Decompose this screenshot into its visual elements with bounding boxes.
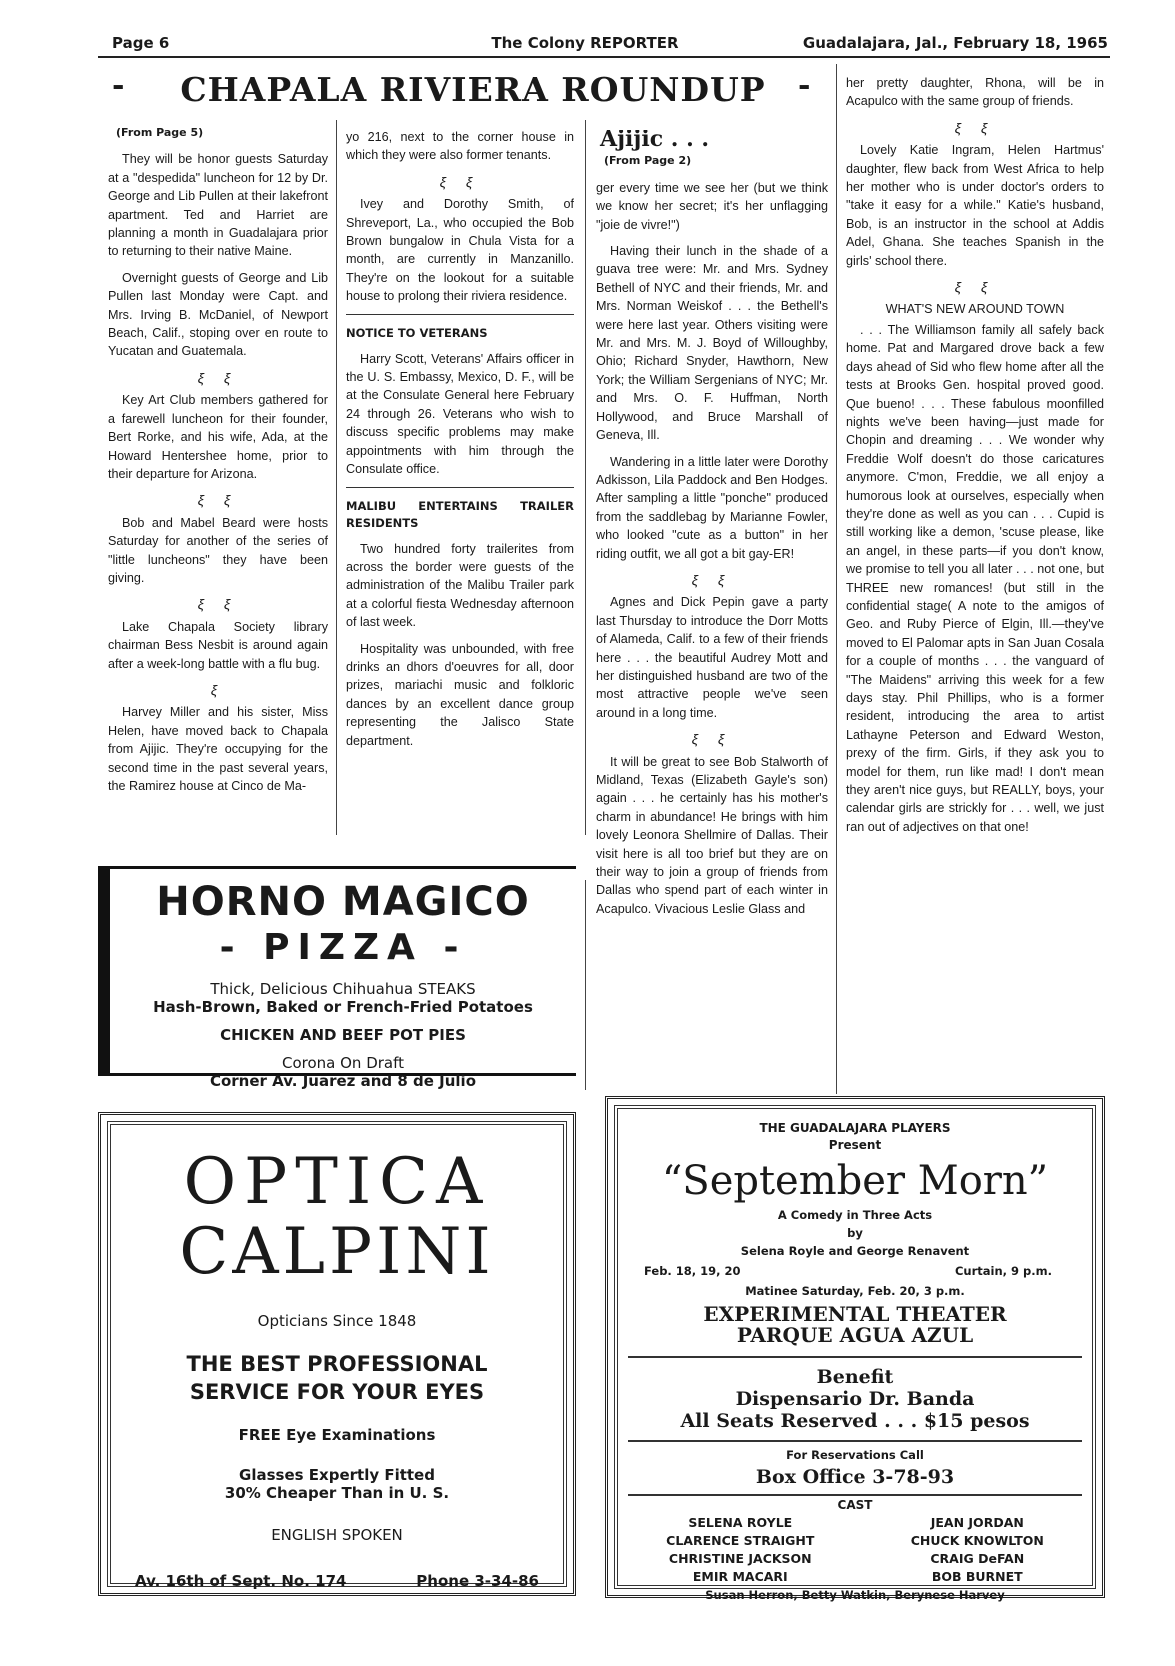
page-number: Page 6 [112,34,170,52]
ad-optica-footer [111,1572,563,1590]
cast-member: CHUCK KNOWLTON [910,1533,1044,1548]
article-paragraph: It will be great to see Bob Stalworth of Midland, Texas (Elizabeth Gayle's son) again . . . he certainly has his mother's charm in abundance! He brings with him lovely Leonora Shellmire of Dallas. Their visit here is all too brief but they are on their way to join a group of friends from Dallas who spend part of each winter in Acapulco. Vivacious Leslie Glass and [596,754,828,916]
cast-member: CLARENCE STRAIGHT [666,1533,815,1548]
section-title: CHAPALA RIVIERA ROUNDUP [180,70,766,109]
article-paragraph: . . . The Williamson family all safely back home. Pat and Margared drove back a few days ahead of Sid who flew home after all the tests at Brooks Gen. hospital proved good. Que bueno! . . . These fabulous moonfilled nights we've been having—just made for Chopin and dreaming . . . We wonder why Freddie Wolf doesn't do those caricatures anymore. C'mon, Freddie, we all enjoy a humorous look at ourselves, especially when they're done as well as you can . . . Cupid is still working like a demon, 'scuse please, like an angel, in these parts—if you don't know, we promise to tell you all later . . . not one, but THREE new romances! (but still in the confidential stage( A note to the amigos of Geo. and Ruby Pierce of Elgin, Ill.—they've moved to El Palomar apts in San Juan Cosala for a couple of months . . . the vanguard of "The Maidens" arriving this week for a few days stay. Phil Phillips, who is a former resident, introducing the area to artist Lathayne Peterson and Edward Weston, prexy of the firm. Girls, if they ask you to model for them, run like mad! I don't mean they aren't nice guys, but REALLY, boys, your calendar girls are strickly for . . . well, we just ran out of adjectives on that one! [846,322,1104,834]
article-paragraph: Harry Scott, Veterans' Affairs officer in the U. S. Embassy, Mexico, D. F., will be at the Consulate General here February 24 through 26. Veterans who wish to discuss specific problems may make appointments with him through the Consulate office. [346,351,574,477]
article-paragraph: Ivey and Dorothy Smith, of Shreveport, La., who occupied the Bob Brown bungalow in Chula Vista for a month, are currently in Manzanillo. They're on the lookout for a suitable house to prolong their riviera residence. [346,197,574,304]
title-dash-right: - [798,68,811,103]
separator-ornament: ξ ξ [197,492,239,509]
column-2 [346,128,574,848]
ad-sept-seats: All Seats Reserved . . . $15 pesos [680,1410,1030,1432]
ad-optica-headline: THE BEST PROFESSIONAL [186,1351,488,1376]
separator-ornament: ξ ξ [691,571,733,588]
cast-column-left [666,1514,814,1586]
ad-sept-genre: A Comedy in Three Acts [777,1208,933,1222]
separator-ornament: ξ ξ [691,731,733,748]
subheading-malibu: MALIBU ENTERTAINS TRAILER RESIDENTS [346,498,574,530]
separator-ornament: ξ ξ [439,173,481,190]
ad-september-morn [605,1096,1105,1602]
divider [346,487,574,488]
ad-horno-line: Thick, Delicious Chihuahua STEAKS [210,980,476,998]
article-paragraph: They will be honor guests Saturday at a "despedida" luncheon for 12 by Dr. George and Lib Pullen at their lakefront apartment. Ted and Harriet are planning a month in Guadalajara prior to returning to their native Maine. [108,152,328,259]
cast-member: BOB BURNET [931,1569,1023,1584]
article-paragraph: Key Art Club members gathered for a farewell luncheon for their founder, Bert Rorke, and his wife, Ada, at the Howard Hentershee home, prior to their departure for Arizona. [108,393,328,481]
column-rule [336,120,337,835]
article-paragraph: Lake Chapala Society library chairman Bess Nesbit is around again after a week-long battle with a flu bug. [108,619,328,671]
ad-sept-play-title: “September Morn” [661,1158,1049,1204]
cast-member: SELENA ROYLE [688,1515,793,1530]
separator-ornament: ξ ξ [197,369,239,386]
ad-optica-free: FREE Eye Examinations [238,1425,436,1444]
newspaper-name: The Colony REPORTER [491,34,679,52]
title-dash-left: - [112,68,125,103]
source-note: (From Page 2) [604,154,692,168]
divider [628,1440,1082,1442]
ad-sept-present: Present [828,1138,882,1152]
separator-ornament: ξ [210,681,226,698]
ad-optica-headline: SERVICE FOR YOUR EYES [189,1379,485,1404]
ad-sept-cast-label: CAST [837,1498,873,1512]
cast-member: JEAN JORDAN [930,1515,1024,1530]
article-paragraph: Two hundred forty trailerites from across the border were guests of the administration of the Malibu Trailer park at a colorful fiesta Wednesday afternoon of last week. [346,541,574,630]
separator-ornament: ξ ξ [197,596,239,613]
ad-sept-cast [618,1514,1092,1586]
ad-sept-org: THE GUADALAJARA PLAYERS [759,1121,951,1135]
ad-sept-schedule [618,1264,1092,1278]
cast-member: CHRISTINE JACKSON [668,1551,812,1566]
ad-optica-glasses: Glasses Expertly Fitted [239,1465,435,1484]
ad-sept-dates: Feb. 18, 19, 20 [644,1264,741,1278]
cast-column-right [911,1514,1044,1586]
ad-horno-line: Hash-Brown, Baked or French-Fried Potatoes [153,998,533,1016]
header-rule [98,56,1110,58]
ajijic-heading: Ajijic . . . [600,130,710,152]
article-paragraph: her pretty daughter, Rhona, will be in Acapulco with the same group of friends. [846,76,1104,109]
dateline: Guadalajara, Jal., February 18, 1965 [802,34,1108,52]
column-1 [108,124,328,842]
subheading-veterans: NOTICE TO VETERANS [346,325,488,340]
article-paragraph: Lovely Katie Ingram, Helen Hartmus' daughter, flew back from West Africa to help her mother who is under doctor's orders to "take it easy for a while." Katie's husband, Bob, is an instructor in the school at Addis Adel, Ghana. She teaches Spanish in the girls' school there. [846,143,1104,268]
ad-sept-curtain: Curtain, 9 p.m. [954,1264,1052,1278]
ad-sept-venue: EXPERIMENTAL THEATER [703,1302,1007,1326]
ad-horno-line: Corona On Draft [281,1054,405,1072]
source-note: (From Page 5) [116,126,204,139]
separator-ornament: ξ ξ [954,119,996,136]
ad-optica-calpini [98,1112,576,1596]
article-paragraph: Harvey Miller and his sister, Miss Helen, have moved back to Chapala from Ajijic. They're occupying for the second time in the past several years, the Ramirez house at Cinco de Ma- [108,705,328,793]
ad-border [614,1105,1096,1602]
column-rule [836,64,837,1094]
divider [628,1356,1082,1358]
cast-member: EMIR MACARI [692,1569,788,1584]
column-4 [846,74,1104,1096]
ad-horno-pizza: - PIZZA - [219,927,467,968]
divider [628,1494,1082,1496]
ad-optica-address: Av. 16th of Sept. No. 174 [135,1571,347,1590]
ad-sept-by: by [847,1226,863,1240]
ad-sept-box-office: Box Office 3-78-93 [755,1466,955,1488]
ad-sept-reservations: For Reservations Call [786,1448,924,1462]
ad-sept-authors: Selena Royle and George Renavent [740,1244,970,1258]
ad-horno-line: CHICKEN AND BEEF POT PIES [220,1026,466,1044]
article-paragraph: Overnight guests of George and Lib Pullen last Monday were Capt. and Mrs. Irving B. McDaniel, of Newport Beach, Calif., stoping over en route to Yucatan and Guatemala. [108,270,328,359]
ad-sept-dispensario: Dispensario Dr. Banda [735,1388,975,1410]
ad-optica-phone: Phone 3-34-86 [416,1571,539,1590]
divider [346,314,574,315]
article-paragraph: Hospitality was unbounded, with free drinks an dhors d'oeuvres for all, door prizes, mariachi music and folkloric dances by an excellent dance group representing the Jalisco State department. [346,641,574,748]
ad-border [107,1121,567,1590]
article-paragraph: Having their lunch in the shade of a guava tree were: Mr. and Mrs. Sydney Bethell of NYC and their friends, Mr. and Mrs. Norman Weiskof . . . the Bethell's were here last year. Others visiting were Mr. and Mrs. M. J. Boyd of Willoughby, Ohio; Richard Snyder, Hawthorn, New York; the William Sergenians of NYC; Mr. and Mrs. O. F. Huffman, North Hollywood, and Bruce Marshall of Geneva, Ill. [596,244,828,443]
ad-sept-extra-cast: Susan Herron, Betty Watkin, Berynese Harvey [705,1588,1005,1602]
cast-member: CRAIG DeFAN [930,1551,1025,1566]
ad-optica-since: Opticians Since 1848 [257,1311,417,1330]
article-paragraph: Agnes and Dick Pepin gave a party last Thursday to introduce the Dorr Motts of Alameda, Calif. to a few of their friends here . . . the beautiful Audrey Mott and her distinguished husband are two of the most attractive people we've seen around in a long time. [596,595,828,720]
ad-optica-name: CALPINI [179,1215,495,1290]
ad-sept-venue: PARQUE AGUA AZUL [736,1323,974,1347]
article-paragraph: yo 216, next to the corner house in which they were also former tenants. [346,130,574,163]
article-paragraph: ger every time we see her (but we think we know her secret; it's her unflagging "joie de vivre!") [596,180,828,232]
ad-sept-benefit: Benefit [816,1366,894,1388]
ad-horno-name: HORNO MAGICO [156,879,530,925]
column-rule [585,880,586,1090]
subheading-whats-new: WHAT'S NEW AROUND TOWN [885,302,1065,317]
ad-optica-name: OPTICA [183,1145,491,1219]
ad-optica-english: ENGLISH SPOKEN [271,1525,403,1544]
article-paragraph: Bob and Mabel Beard were hosts Saturday for another of the series of "little luncheons" they have been giving. [108,515,328,585]
separator-ornament: ξ ξ [954,279,996,296]
ad-optica-cheaper: 30% Cheaper Than in U. S. [224,1483,450,1502]
ad-horno-magico [98,866,576,1090]
ad-sept-matinee: Matinee Saturday, Feb. 20, 3 p.m. [745,1284,965,1298]
article-paragraph: Wandering in a little later were Dorothy Adkisson, Lila Paddock and Ben Hodges. After sampling a little "ponche" produced from the saddlebag by Marianne Fowler, who looked "cute as a button" in her riding outfit, we all got a bit gay-ER! [596,454,828,561]
column-rule [585,120,586,835]
column-3 [596,130,828,1095]
ad-horno-line: Corner Av. Juarez and 8 de Julio [209,1072,477,1090]
